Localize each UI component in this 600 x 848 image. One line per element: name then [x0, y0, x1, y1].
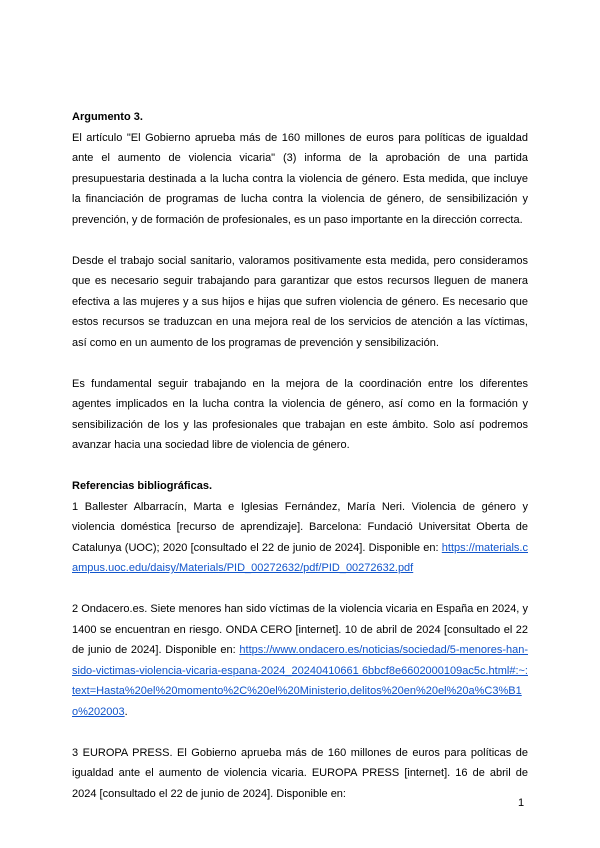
- reference-1-link[interactable]: https://materials.campus.uoc.edu/daisy/Materials/PID_00272632/pdf/PID_00272632.pdf: [72, 541, 528, 574]
- reference-2-end: .: [124, 705, 128, 718]
- reference-2-link[interactable]: https://www.ondacero.es/noticias/sociedad/5-menores-han-sido-victimas-violencia-vicaria-espana-2024_20240410661 6bbcf8e6602000109ac5c.html#:~:text=Hasta%20el%20momento%2C%20el%20Ministerio,delitos%20en%20el%20a%C3%B1o%202003: [72, 644, 529, 718]
- reference-1-text: 1 Ballester Albarracín, Marta e Iglesias Fernández, María Neri. Violencia de género y violencia doméstica [recurso de aprendizaje]. Barcelona: Fundació Universitat Oberta de Catalunya (UOC); 2020 [consultado el 22 de junio de 2024]. Disponible en:: [72, 500, 528, 554]
- references-heading: Referencias bibliográficas.: [72, 480, 212, 492]
- argument-paragraph-3: Es fundamental seguir trabajando en la mejora de la coordinación entre los diferentes agentes implicados en la lucha contra la violencia de género, así como en la formación y sensibilización de los y las profesionales que trabajan en este ámbito. Solo así podremos avanzar hacia una sociedad libre de violencia de género.: [72, 377, 528, 451]
- paragraph-spacer: [72, 353, 528, 374]
- page-number: 1: [518, 797, 525, 809]
- paragraph-spacer: [72, 230, 528, 251]
- argument-heading: Argumento 3.: [72, 111, 143, 123]
- reference-2: [72, 599, 528, 722]
- reference-2-text: 2 Ondacero.es. Siete menores han sido víctimas de la violencia vicaria en España en 2024, y 1400 se encuentran en riesgo. ONDA CERO [internet]. 10 de abril de 2024 [consultado el 22 de junio de 2024]. Disponible en:: [72, 603, 528, 656]
- paragraph-spacer: [72, 456, 528, 477]
- paragraph-spacer: [72, 579, 528, 600]
- argument-paragraph-1: El artículo "El Gobierno aprueba más de 160 millones de euros para políticas de igualdad ante el aumento de violencia vicaria" (3) informa de la aprobación de una partida presupuestaria destinada a la lucha contra la violencia de género. Esta medida, que incluye la financiación de programas de lucha contra la violencia de género, de sensibilización y prevención, y de formación de profesionales, es un paso importante en la dirección correcta.: [72, 131, 528, 226]
- page-content: [72, 107, 528, 804]
- reference-3: [72, 743, 528, 805]
- reference-1: [72, 497, 528, 579]
- argument-paragraph-2: Desde el trabajo social sanitario, valoramos positivamente esta medida, pero consideramos que es necesario seguir trabajando para garantizar que estos recursos lleguen de manera efectiva a las mujeres y a sus hijos e hijas que sufren violencia de género. Es necesario que estos recursos se traduzcan en una mejora real de los servicios de atención a las víctimas, así como en un aumento de los programas de prevención y sensibilización.: [72, 254, 528, 349]
- reference-3-text: 3 EUROPA PRESS. El Gobierno aprueba más de 160 millones de euros para políticas de igualdad ante el aumento de violencia vicaria. EUROPA PRESS [internet]. 16 de abril de 2024 [consultado el 22 de junio de 2024]. Disponible en:: [72, 746, 528, 800]
- paragraph-spacer: [72, 722, 528, 743]
